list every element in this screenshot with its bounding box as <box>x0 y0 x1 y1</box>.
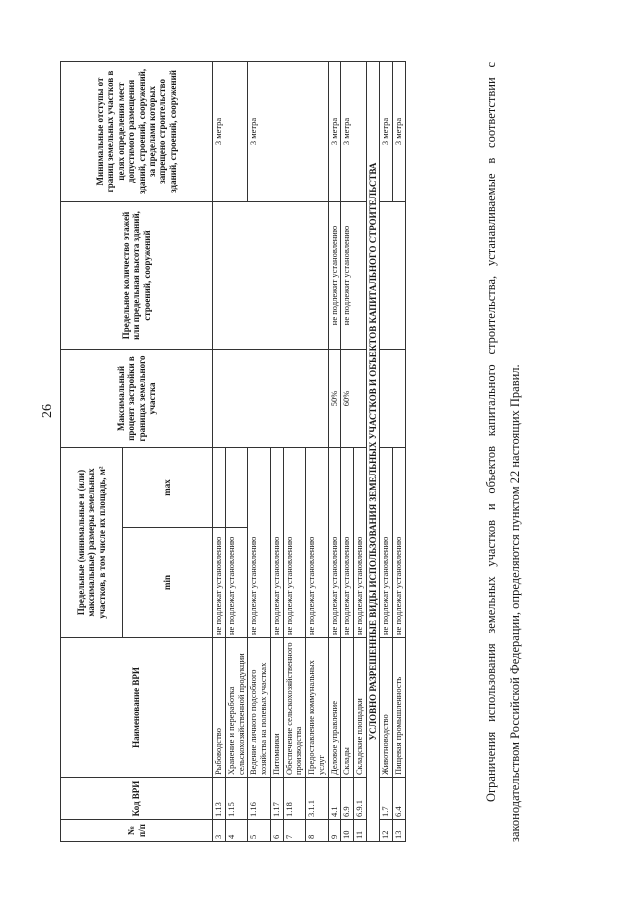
rotated-page-content <box>60 62 560 842</box>
table-row <box>393 61 406 841</box>
row-name: Деловое управление <box>328 638 341 778</box>
row-num: 6 <box>270 820 283 842</box>
row-code: 1.17 <box>270 778 283 820</box>
table-row <box>328 61 341 841</box>
row-num: 5 <box>248 820 271 842</box>
row-code: 6.9.1 <box>354 778 367 820</box>
row-num: 9 <box>328 820 341 842</box>
page-number: 26 <box>40 404 55 418</box>
table-row <box>341 61 354 841</box>
row-code: 1.16 <box>248 778 271 820</box>
row-name: Складские площадки <box>354 638 367 778</box>
row-name: Предоставление коммунальных услуг <box>306 638 329 778</box>
header-area: Предельные (минимальные и (или) максимальные) размеры земельных участков, в том числе их площадь, м² <box>61 447 123 637</box>
row-name: Хранение и переработка сельскохозяйственной продукции <box>225 638 248 778</box>
floors-cell: не подлежит установлению <box>328 201 341 349</box>
row-max <box>225 447 248 527</box>
setback-cell: 3 метра <box>328 61 341 201</box>
table-row <box>213 61 226 841</box>
row-min: не подлежат установлению <box>213 528 226 638</box>
row-num: 13 <box>393 820 406 842</box>
row-min: не подлежат установлению <box>225 528 248 638</box>
percent-empty <box>213 349 329 447</box>
footer-paragraph <box>480 62 528 842</box>
section-title: УСЛОВНО РАЗРЕШЕННЫЕ ВИДЫ ИСПОЛЬЗОВАНИЯ ЗЕМЕЛЬНЫХ УЧАСТКОВ И ОБЪЕКТОВ КАПИТАЛЬНОГО СТРОИТЕЛЬСТВА <box>366 61 379 841</box>
row-num: 7 <box>283 820 306 842</box>
row-num: 12 <box>380 820 393 842</box>
row-min: не подлежат установлению <box>354 447 367 637</box>
row-name: Животноводство <box>380 638 393 778</box>
row-code: 6.9 <box>341 778 354 820</box>
header-floors: Предельное количество этажей или предельная высота зданий, строений, сооружений <box>61 201 213 349</box>
header-max: max <box>123 447 213 527</box>
row-name: Склады <box>341 638 354 778</box>
row-num: 8 <box>306 820 329 842</box>
floors-cell: не подлежит установлению <box>341 201 367 349</box>
percent-empty <box>380 349 406 447</box>
table-row <box>248 61 271 841</box>
row-min: не подлежат установлению <box>306 447 329 637</box>
row-num: 10 <box>341 820 354 842</box>
setback-cell: 3 метра <box>213 61 248 201</box>
row-code: 3.1.1 <box>306 778 329 820</box>
row-num: 4 <box>225 820 248 842</box>
footer-text: Ограничения использования земельных участков и объектов капитального строительства, устанавливаемые в соответствии с законодательством Российской Федерации, определяются пунктом 22 настоящих Правил. <box>484 62 522 842</box>
row-max <box>213 447 226 527</box>
row-code: 1.15 <box>225 778 248 820</box>
row-min: не подлежат установлению <box>248 447 271 637</box>
setback-cell: 3 метра <box>341 61 367 201</box>
setback-cell: 3 метра <box>393 61 406 201</box>
row-name: Ведение личного подсобного хозяйства на полевых участках <box>248 638 271 778</box>
row-min: не подлежат установлению <box>328 447 341 637</box>
header-code: Код ВРИ <box>61 778 213 820</box>
setback-cell: 3 метра <box>248 61 328 201</box>
row-name: Питомники <box>270 638 283 778</box>
section-row <box>366 61 379 841</box>
row-code: 1.18 <box>283 778 306 820</box>
row-num: 11 <box>354 820 367 842</box>
percent-cell: 60% <box>341 349 367 447</box>
row-name: Обеспечение сельскохозяйственного производства <box>283 638 306 778</box>
row-min: не подлежат установлению <box>380 447 393 637</box>
row-code: 4.1 <box>328 778 341 820</box>
floors-empty <box>213 201 329 349</box>
row-min: не подлежат установлению <box>270 447 283 637</box>
row-num: 3 <box>213 820 226 842</box>
header-percent: Максимальный процент застройки в границах земельного участка <box>61 349 213 447</box>
header-num: № п/п <box>61 820 213 842</box>
row-min: не подлежат установлению <box>341 447 354 637</box>
row-code: 1.13 <box>213 778 226 820</box>
percent-cell: 50% <box>328 349 341 447</box>
table-row <box>380 61 393 841</box>
row-min: не подлежат установлению <box>283 447 306 637</box>
header-setbacks: Минимальные отступы от границ земельных участков в целях определения мест допустимого размещения зданий, строений, сооружений, за пределами которых запрещено строительство зданий, строений, сооружений <box>61 61 213 201</box>
row-name: Пищевая промышленность <box>393 638 406 778</box>
regulations-table <box>60 61 406 842</box>
row-code: 6.4 <box>393 778 406 820</box>
row-code: 1.7 <box>380 778 393 820</box>
header-min: min <box>123 528 213 638</box>
floors-empty <box>380 201 406 349</box>
setback-cell: 3 метра <box>380 61 393 201</box>
row-name: Рыбоводство <box>213 638 226 778</box>
row-min: не подлежат установлению <box>393 447 406 637</box>
header-name: Наименование ВРИ <box>61 638 213 778</box>
